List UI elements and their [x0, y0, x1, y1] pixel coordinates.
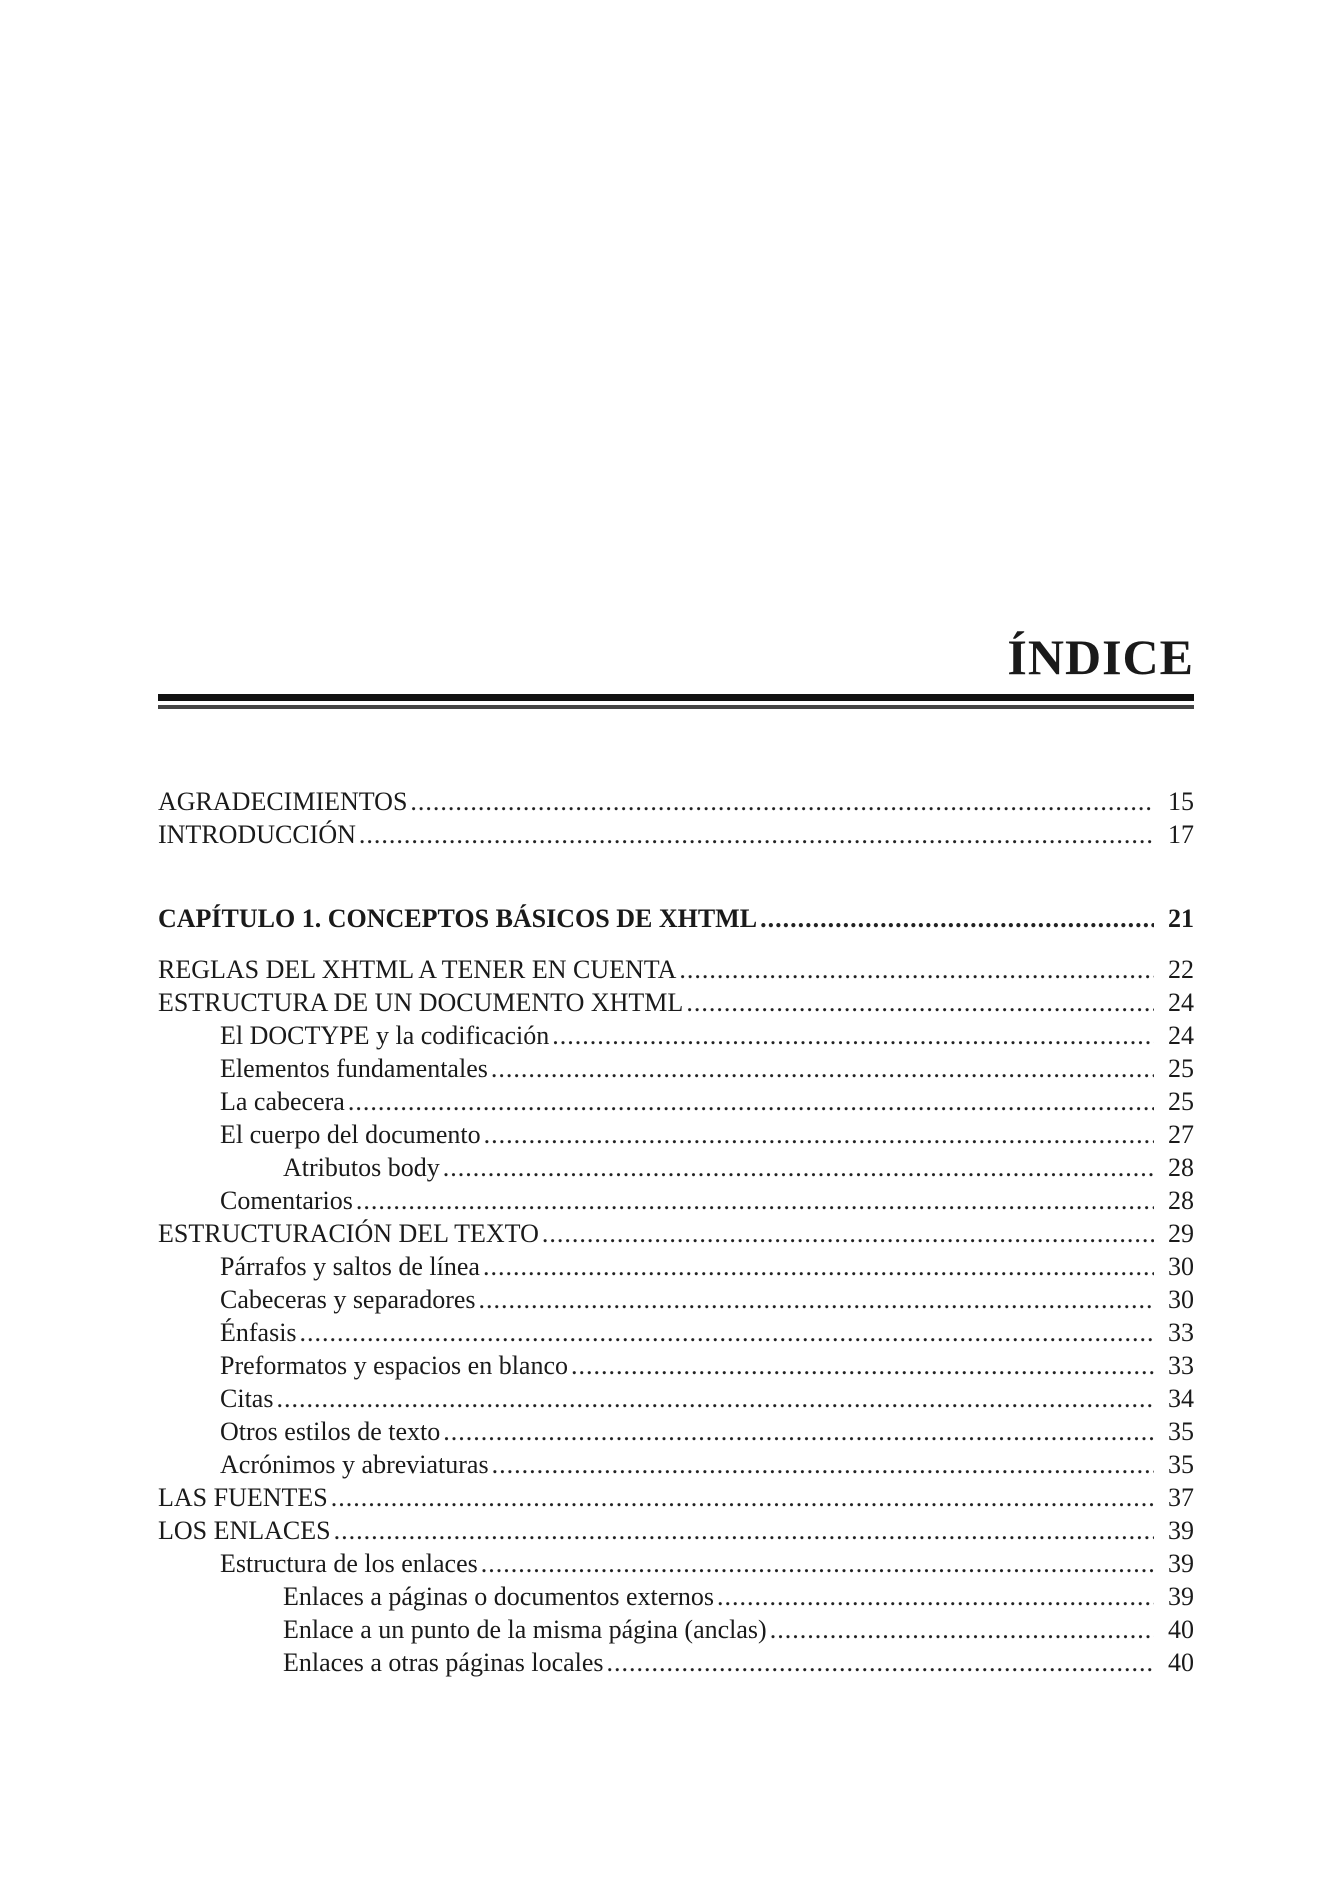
toc-page-number: 40 — [1168, 1615, 1194, 1644]
toc-entry-label: REGLAS DEL XHTML A TENER EN CUENTA — [158, 955, 677, 984]
toc-entry[interactable] — [158, 1019, 1194, 1052]
toc-dot-leader — [686, 986, 1154, 1019]
toc-entry[interactable] — [158, 1151, 1194, 1184]
toc-page-number: 24 — [1168, 988, 1194, 1017]
toc-entry-label: Enlaces a páginas o documentos externos — [283, 1582, 715, 1611]
toc-page-number: 25 — [1168, 1087, 1194, 1116]
page-title: ÍNDICE — [1007, 629, 1194, 685]
toc-page-number: 24 — [1168, 1021, 1194, 1050]
toc-entry[interactable] — [158, 1646, 1194, 1679]
toc-dot-leader — [481, 1547, 1154, 1580]
toc-entry-label: Párrafos y saltos de línea — [220, 1252, 480, 1281]
toc-entry-label: CAPÍTULO 1. CONCEPTOS BÁSICOS DE XHTML — [158, 904, 758, 933]
toc-dot-leader — [607, 1646, 1154, 1679]
toc-page-number: 33 — [1168, 1351, 1194, 1380]
toc-entry[interactable] — [158, 986, 1194, 1019]
toc-entry[interactable] — [158, 785, 1194, 818]
toc-page-number: 39 — [1168, 1582, 1194, 1611]
toc-entry[interactable] — [158, 1448, 1194, 1481]
toc-entry-label: Otros estilos de texto — [220, 1417, 441, 1446]
toc-entry[interactable] — [158, 1481, 1194, 1514]
toc-page-number: 34 — [1168, 1384, 1194, 1413]
toc-entry-label: ESTRUCTURACIÓN DEL TEXTO — [158, 1219, 539, 1248]
toc-page-number: 35 — [1168, 1417, 1194, 1446]
toc-page-number: 40 — [1168, 1648, 1194, 1677]
toc-dot-leader — [410, 785, 1154, 818]
toc-entry-label: Enlaces a otras páginas locales — [283, 1648, 604, 1677]
toc-entry-label: Enlace a un punto de la misma página (anclas) — [283, 1615, 767, 1644]
toc-page-number: 28 — [1168, 1153, 1194, 1182]
toc-entry[interactable] — [158, 1580, 1194, 1613]
toc-entry[interactable] — [158, 1382, 1194, 1415]
toc-dot-leader — [334, 1514, 1154, 1547]
toc-entry[interactable] — [158, 1184, 1194, 1217]
toc-entry-label: El DOCTYPE y la codificación — [220, 1021, 550, 1050]
toc-entry[interactable] — [158, 1283, 1194, 1316]
toc-dot-leader — [717, 1580, 1154, 1613]
toc-entry-label: Estructura de los enlaces — [220, 1549, 478, 1578]
toc-dot-leader — [483, 1250, 1154, 1283]
toc-page-number: 30 — [1168, 1252, 1194, 1281]
toc-entry[interactable] — [158, 1052, 1194, 1085]
toc-entry-label: INTRODUCCIÓN — [158, 820, 356, 849]
toc-entry-label: Elementos fundamentales — [220, 1054, 488, 1083]
toc-dot-leader — [770, 1613, 1154, 1646]
toc-dot-leader — [356, 1184, 1154, 1217]
toc-page-number: 39 — [1168, 1549, 1194, 1578]
toc-entry-label: LOS ENLACES — [158, 1516, 331, 1545]
toc-dot-leader — [359, 818, 1154, 851]
toc-page-number: 21 — [1168, 904, 1194, 933]
toc-page-number: 33 — [1168, 1318, 1194, 1347]
title-rule-thin — [158, 705, 1194, 709]
title-double-rule — [158, 694, 1194, 714]
toc-entry-label: Cabeceras y separadores — [220, 1285, 476, 1314]
toc-entry[interactable] — [158, 1085, 1194, 1118]
toc-chapter-entry[interactable] — [158, 902, 1194, 935]
toc-entry[interactable] — [158, 1316, 1194, 1349]
toc-dot-leader — [443, 1415, 1154, 1448]
toc-entry[interactable] — [158, 1250, 1194, 1283]
toc-dot-leader — [479, 1283, 1154, 1316]
table-of-contents — [158, 785, 1194, 1679]
toc-entry[interactable] — [158, 1118, 1194, 1151]
toc-page-number: 35 — [1168, 1450, 1194, 1479]
toc-entry-label: Acrónimos y abreviaturas — [220, 1450, 489, 1479]
toc-dot-leader — [484, 1118, 1154, 1151]
toc-dot-leader — [348, 1085, 1154, 1118]
toc-page-number: 28 — [1168, 1186, 1194, 1215]
title-rule-thick — [158, 694, 1194, 701]
toc-dot-leader — [443, 1151, 1154, 1184]
toc-entry-label: El cuerpo del documento — [220, 1120, 481, 1149]
toc-page-number: 37 — [1168, 1483, 1194, 1512]
toc-entry[interactable] — [158, 1415, 1194, 1448]
toc-entry[interactable] — [158, 818, 1194, 851]
toc-entry-label: La cabecera — [220, 1087, 345, 1116]
toc-entry[interactable] — [158, 1514, 1194, 1547]
toc-entry[interactable] — [158, 953, 1194, 986]
toc-dot-leader — [571, 1349, 1154, 1382]
toc-entry-label: Preformatos y espacios en blanco — [220, 1351, 569, 1380]
toc-page-number: 25 — [1168, 1054, 1194, 1083]
toc-page-number: 29 — [1168, 1219, 1194, 1248]
toc-dot-leader — [300, 1316, 1154, 1349]
toc-entry-label: Énfasis — [220, 1318, 297, 1347]
toc-dot-leader — [491, 1052, 1154, 1085]
toc-page-number: 17 — [1168, 820, 1194, 849]
toc-dot-leader — [492, 1448, 1154, 1481]
toc-page-number: 22 — [1168, 955, 1194, 984]
toc-entry-label: Citas — [220, 1384, 274, 1413]
toc-page-number: 39 — [1168, 1516, 1194, 1545]
toc-page-number: 27 — [1168, 1120, 1194, 1149]
toc-dot-leader — [552, 1019, 1154, 1052]
toc-entry-label: AGRADECIMIENTOS — [158, 787, 408, 816]
toc-entry[interactable] — [158, 1547, 1194, 1580]
toc-entry[interactable] — [158, 1349, 1194, 1382]
toc-entry-label: Atributos body — [283, 1153, 440, 1182]
toc-entry-label: ESTRUCTURA DE UN DOCUMENTO XHTML — [158, 988, 684, 1017]
toc-entry[interactable] — [158, 1217, 1194, 1250]
toc-dot-leader — [679, 953, 1154, 986]
toc-entry[interactable] — [158, 1613, 1194, 1646]
toc-dot-leader — [331, 1481, 1154, 1514]
toc-dot-leader — [760, 902, 1154, 935]
toc-page-number: 30 — [1168, 1285, 1194, 1314]
toc-entry-label: Comentarios — [220, 1186, 353, 1215]
toc-dot-leader — [542, 1217, 1154, 1250]
toc-entry-label: LAS FUENTES — [158, 1483, 328, 1512]
toc-dot-leader — [276, 1382, 1154, 1415]
toc-page-number: 15 — [1168, 787, 1194, 816]
